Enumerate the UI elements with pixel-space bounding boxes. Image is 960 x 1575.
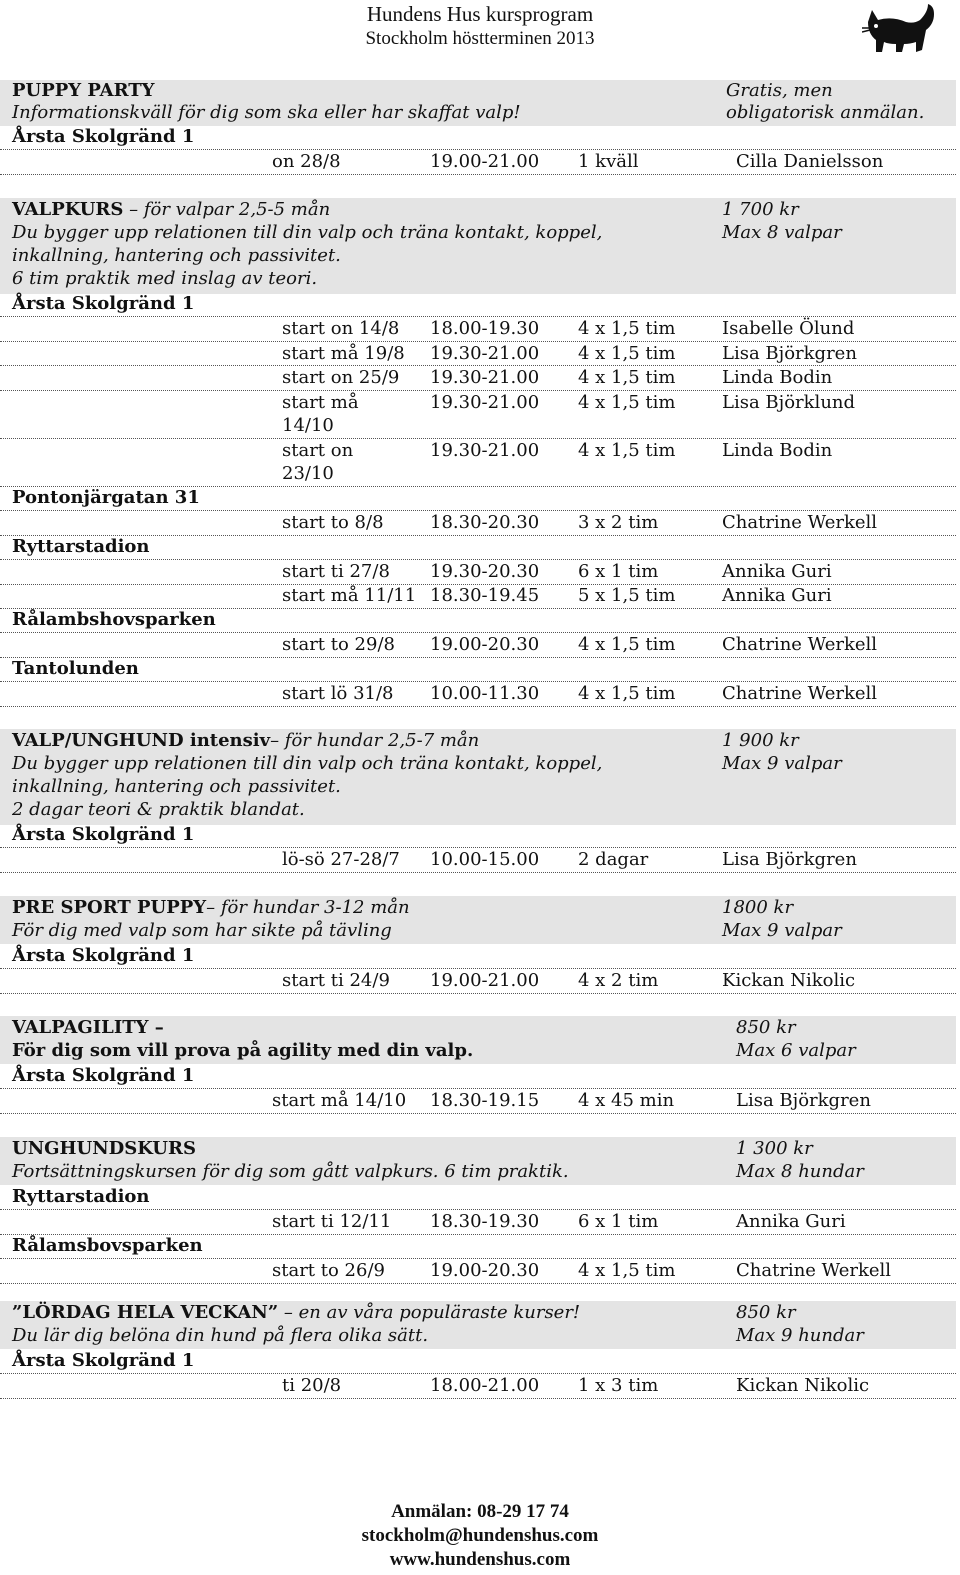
course-capacity: Max 9 hundar: [736, 1325, 864, 1346]
session-time: 18.30-19.15: [430, 1090, 540, 1111]
course-price: 1800 kr: [722, 897, 794, 918]
course-price: 1 900 kr: [722, 730, 799, 751]
session-instructor: Linda Bodin: [722, 440, 833, 461]
session-time: 18.30-20.30: [430, 512, 540, 533]
session-start: start må 19/8: [282, 343, 405, 364]
footer-website[interactable]: www.hundenshus.com: [389, 1549, 571, 1570]
session-start: on 28/8: [272, 151, 341, 172]
course-price: Gratis, men: [726, 80, 833, 101]
course-capacity: Max 8 valpar: [722, 222, 842, 243]
course-price-note: obligatorisk anmälan.: [726, 102, 925, 123]
location-label: Årsta Skolgränd 1: [12, 824, 195, 845]
session-duration: 2 dagar: [578, 849, 649, 870]
session-start: ti 20/8: [282, 1375, 342, 1396]
course-description: Informationskväll för dig som ska eller har skaffat valp!: [12, 102, 521, 123]
session-duration: 4 x 1,5 tim: [578, 343, 676, 364]
divider: [0, 657, 956, 658]
session-duration: 6 x 1 tim: [578, 561, 659, 582]
session-time: 19.30-20.30: [430, 561, 540, 582]
course-price: 1 700 kr: [722, 199, 799, 220]
session-instructor: Chatrine Werkell: [736, 1260, 892, 1281]
course-title: ”LÖRDAG HELA VECKAN”: [12, 1302, 279, 1323]
course-title: PUPPY PARTY: [12, 80, 155, 101]
session-duration: 4 x 45 min: [578, 1090, 675, 1111]
divider: [0, 174, 956, 175]
session-start: start on: [282, 440, 354, 461]
divider: [0, 1283, 956, 1284]
session-time: 18.30-19.45: [430, 585, 540, 606]
session-duration: 4 x 1,5 tim: [578, 440, 676, 461]
session-duration: 4 x 1,5 tim: [578, 1260, 676, 1281]
session-instructor: Lisa Björkgren: [736, 1090, 871, 1111]
divider: [0, 993, 956, 994]
course-title-line: [12, 198, 330, 221]
location-label: Årsta Skolgränd 1: [12, 945, 195, 966]
course-description: Du bygger upp relationen till din valp och träna kontakt, koppel,: [12, 753, 603, 774]
session-start: start må 11/11: [282, 585, 417, 606]
session-start: start ti 12/11: [272, 1211, 392, 1232]
session-instructor: Isabelle Ölund: [722, 318, 855, 339]
page-subtitle: Stockholm höstterminen 2013: [365, 28, 595, 49]
session-start: start må: [282, 392, 359, 413]
course-title: PRE SPORT PUPPY: [12, 897, 207, 918]
session-start: start må 14/10: [272, 1090, 407, 1111]
session-instructor: Chatrine Werkell: [722, 512, 878, 533]
session-start: start lö 31/8: [282, 683, 394, 704]
session-duration: 4 x 2 tim: [578, 970, 659, 991]
session-duration: 4 x 1,5 tim: [578, 683, 676, 704]
location-label: Rålambshovsparken: [12, 609, 216, 630]
session-start-date: 14/10: [282, 415, 334, 436]
session-instructor: Chatrine Werkell: [722, 683, 878, 704]
session-start: start to 26/9: [272, 1260, 385, 1281]
session-start: start ti 24/9: [282, 970, 390, 991]
session-instructor: Kickan Nikolic: [736, 1375, 870, 1396]
course-title-line: [12, 896, 410, 919]
session-time: 10.00-11.30: [430, 683, 540, 704]
course-capacity: Max 9 valpar: [722, 753, 842, 774]
session-start: lö-sö 27-28/7: [282, 849, 400, 870]
session-time: 18.00-19.30: [430, 318, 540, 339]
course-title-line: [12, 729, 479, 752]
session-duration: 4 x 1,5 tim: [578, 634, 676, 655]
session-duration: 6 x 1 tim: [578, 1211, 659, 1232]
session-time: 18.30-19.30: [430, 1211, 540, 1232]
cat-logo-icon: [862, 0, 940, 60]
divider: [0, 1113, 956, 1114]
course-title: VALPAGILITY –: [12, 1017, 164, 1038]
session-start: start to 8/8: [282, 512, 384, 533]
session-instructor: Lisa Björklund: [722, 392, 856, 413]
session-time: 19.30-21.00: [430, 440, 540, 461]
session-start: start ti 27/8: [282, 561, 390, 582]
session-time: 19.30-21.00: [430, 343, 540, 364]
footer-phone: Anmälan: 08-29 17 74: [391, 1501, 569, 1522]
session-duration: 4 x 1,5 tim: [578, 367, 676, 388]
course-description: För dig som vill prova på agility med din valp.: [12, 1040, 474, 1061]
session-start-date: 23/10: [282, 463, 334, 484]
footer-email[interactable]: stockholm@hundenshus.com: [361, 1525, 599, 1546]
session-start: start on 14/8: [282, 318, 400, 339]
course-description: Du bygger upp relationen till din valp och träna kontakt, koppel,: [12, 222, 603, 243]
divider: [0, 706, 956, 707]
session-time: 19.00-20.30: [430, 634, 540, 655]
location-label: Årsta Skolgränd 1: [12, 1065, 195, 1086]
session-start: start to 29/8: [282, 634, 395, 655]
session-duration: 1 x 3 tim: [578, 1375, 659, 1396]
page-title: Hundens Hus kursprogram: [366, 2, 594, 26]
session-time: 19.00-21.00: [430, 970, 540, 991]
session-time: 18.00-21.00: [430, 1375, 540, 1396]
course-subtitle: – för hundar 3-12 mån: [206, 897, 410, 918]
session-time: 19.30-21.00: [430, 367, 540, 388]
course-title: UNGHUNDSKURS: [12, 1138, 196, 1159]
location-label: Årsta Skolgränd 1: [12, 126, 195, 147]
course-title: VALPKURS: [12, 199, 124, 220]
session-duration: 4 x 1,5 tim: [578, 318, 676, 339]
location-label: Årsta Skolgränd 1: [12, 293, 195, 314]
course-price: 850 kr: [736, 1302, 796, 1323]
session-instructor: Kickan Nikolic: [722, 970, 856, 991]
location-label: Årsta Skolgränd 1: [12, 1350, 195, 1371]
course-description: Du lär dig belöna din hund på flera olika sätt.: [12, 1325, 429, 1346]
course-description: 6 tim praktik med inslag av teori.: [12, 268, 318, 289]
session-time: 19.30-21.00: [430, 392, 540, 413]
location-label: Tantolunden: [12, 658, 139, 679]
course-description: inkallning, hantering och passivitet.: [12, 245, 341, 266]
course-description: 2 dagar teori & praktik blandat.: [12, 799, 305, 820]
course-description: inkallning, hantering och passivitet.: [12, 776, 341, 797]
session-instructor: Annika Guri: [722, 585, 832, 606]
session-instructor: Linda Bodin: [722, 367, 833, 388]
session-instructor: Lisa Björkgren: [722, 849, 857, 870]
location-label: Ryttarstadion: [12, 1186, 150, 1207]
session-duration: 5 x 1,5 tim: [578, 585, 676, 606]
course-title-line: [12, 1301, 580, 1324]
session-instructor: Chatrine Werkell: [722, 634, 878, 655]
course-description: För dig med valp som har sikte på tävling: [12, 920, 392, 941]
session-duration: 4 x 1,5 tim: [578, 392, 676, 413]
session-time: 19.00-21.00: [430, 151, 540, 172]
course-subtitle: – för hundar 2,5-7 mån: [270, 730, 480, 751]
course-subtitle: – för valpar 2,5-5 mån: [123, 199, 331, 220]
course-subtitle: – en av våra populäraste kurser!: [283, 1302, 581, 1323]
session-instructor: Annika Guri: [736, 1211, 846, 1232]
location-label: Rålamsbovsparken: [12, 1235, 203, 1256]
course-capacity: Max 9 valpar: [722, 920, 842, 941]
session-time: 10.00-15.00: [430, 849, 540, 870]
course-capacity: Max 8 hundar: [736, 1161, 864, 1182]
divider: [0, 1398, 956, 1399]
location-label: Ryttarstadion: [12, 536, 150, 557]
course-capacity: Max 6 valpar: [736, 1040, 856, 1061]
session-start: start on 25/9: [282, 367, 400, 388]
divider: [0, 872, 956, 873]
session-instructor: Annika Guri: [722, 561, 832, 582]
course-price: 850 kr: [736, 1017, 796, 1038]
session-instructor: Lisa Björkgren: [722, 343, 857, 364]
course-description: Fortsättningskursen för dig som gått valpkurs. 6 tim praktik.: [12, 1161, 569, 1182]
course-title: VALP/UNGHUND intensiv: [12, 730, 271, 751]
session-duration: 1 kväll: [578, 151, 639, 172]
location-label: Pontonjärgatan 31: [12, 487, 200, 508]
session-duration: 3 x 2 tim: [578, 512, 659, 533]
session-time: 19.00-20.30: [430, 1260, 540, 1281]
session-instructor: Cilla Danielsson: [736, 151, 884, 172]
course-price: 1 300 kr: [736, 1138, 813, 1159]
